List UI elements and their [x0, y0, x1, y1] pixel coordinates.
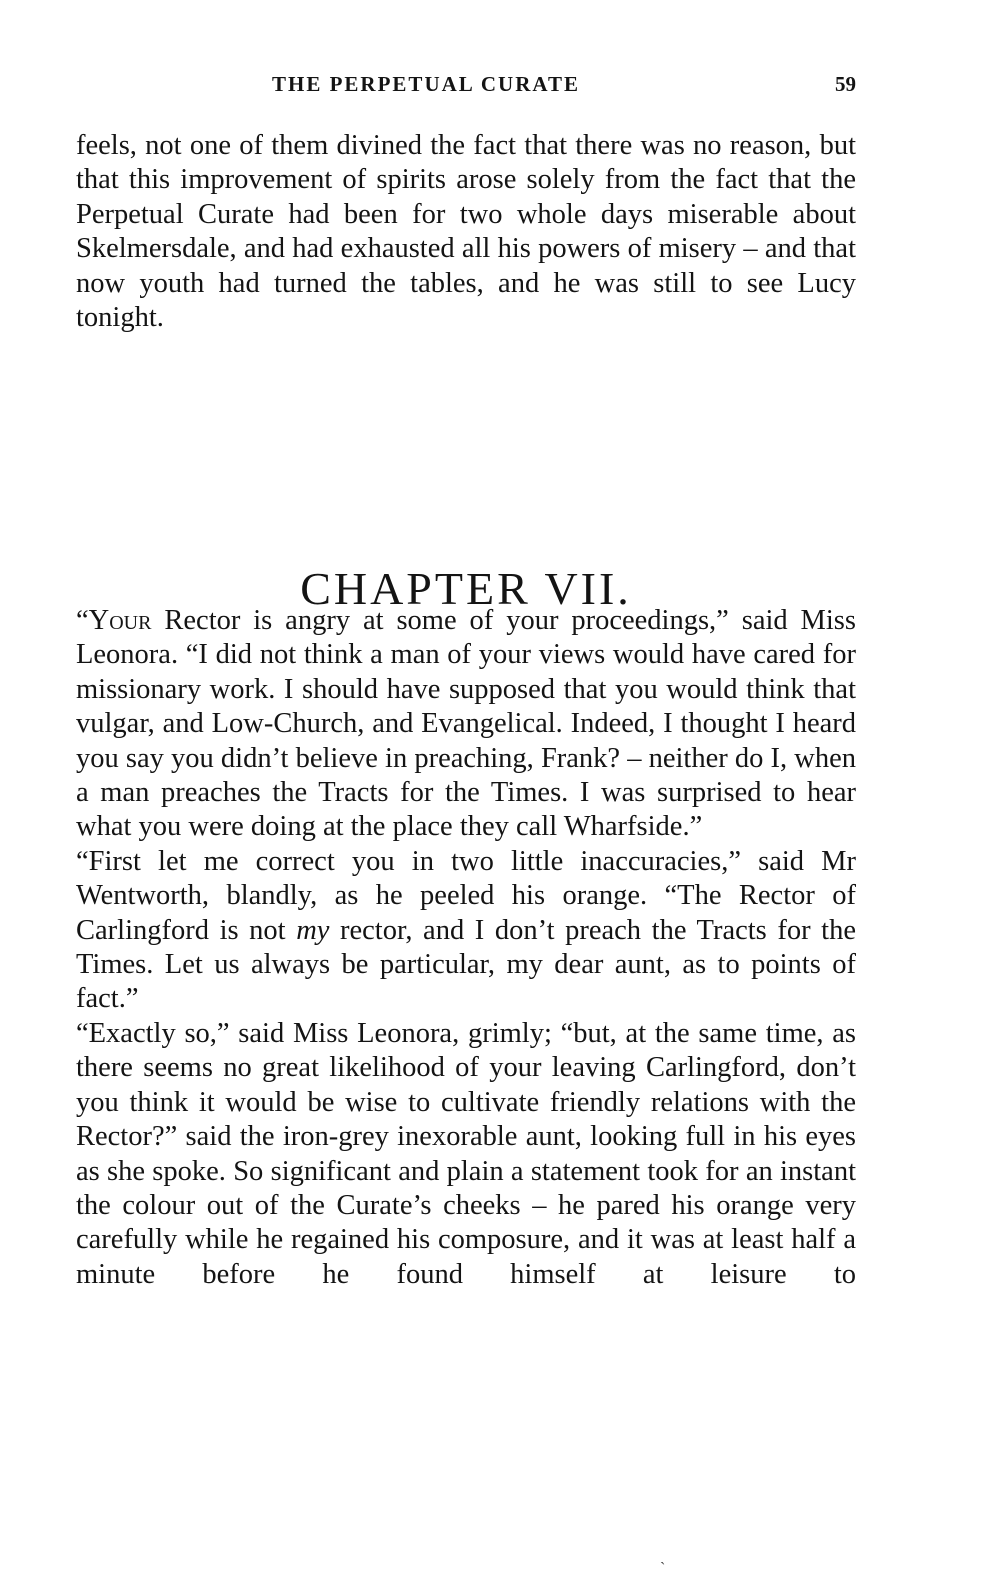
paragraph-2-emphasis: my — [296, 914, 330, 946]
opening-quote: “ — [76, 605, 89, 636]
running-header — [76, 72, 856, 102]
running-title: THE PERPETUAL CURATE — [272, 72, 580, 96]
chapter-body — [76, 604, 856, 1292]
small-caps-opening-word: Your — [88, 605, 152, 636]
page-number: 59 — [835, 72, 856, 96]
chapter-heading: CHAPTER VII. — [300, 563, 632, 615]
paragraph-3-text: “Exactly so,” said Miss Leonora, grimly; “but, at the same time, as there seems no great likelihood of your leaving Carlingford, don’t you think it would be wise to cultivate friendly relations with the Rector?” said the iron-grey inexorable aunt, looking full in his eyes as she spoke. So significant and plain a statement took for an instant the colour out of the Curate’s cheeks – he pared his orange very carefully while he regained his composure, and it was at least half a minute before he found himself at leisure to — [76, 1017, 856, 1290]
paragraph-2-text-before: “First let me correct you in two little inaccuracies,” said Mr Wentworth, blandly, as he peeled his orange. “The Rector of Carlingford is not — [76, 845, 856, 946]
chapter-paragraph-3 — [76, 1017, 856, 1292]
stray-mark: ˏ — [660, 1548, 666, 1565]
chapter-paragraph-2 — [76, 845, 856, 1017]
chapter-paragraph-1 — [76, 604, 856, 845]
paragraph-1-text: Rector is angry at some of your proceedings,” said Miss Leonora. “I did not think a man of your views would have cared for missionary work. I should have supposed that you would think that vulgar, and Low-Church, and Evangelical. Indeed, I thought I heard you say you didn’t believe in preaching, Frank? – neither do I, when a man preaches the Tracts for the Times. I was surprised to hear what you were doing at the place they call Wharfside.” — [76, 605, 856, 843]
paragraph-2-text-after: rector, and I don’t preach the Tracts for the Times. Let us always be particular, my dear aunt, as to points of fact.” — [76, 914, 856, 1015]
continuation-paragraph — [76, 129, 856, 335]
continuation-text: feels, not one of them divined the fact that there was no reason, but that this improvement of spirits arose solely from the fact that the Perpetual Curate had been for two whole days miserable about Skelmersdale, and had exhausted all his powers of misery – and that now youth had turned the tables, and he was still to see Lucy tonight. — [76, 130, 856, 334]
